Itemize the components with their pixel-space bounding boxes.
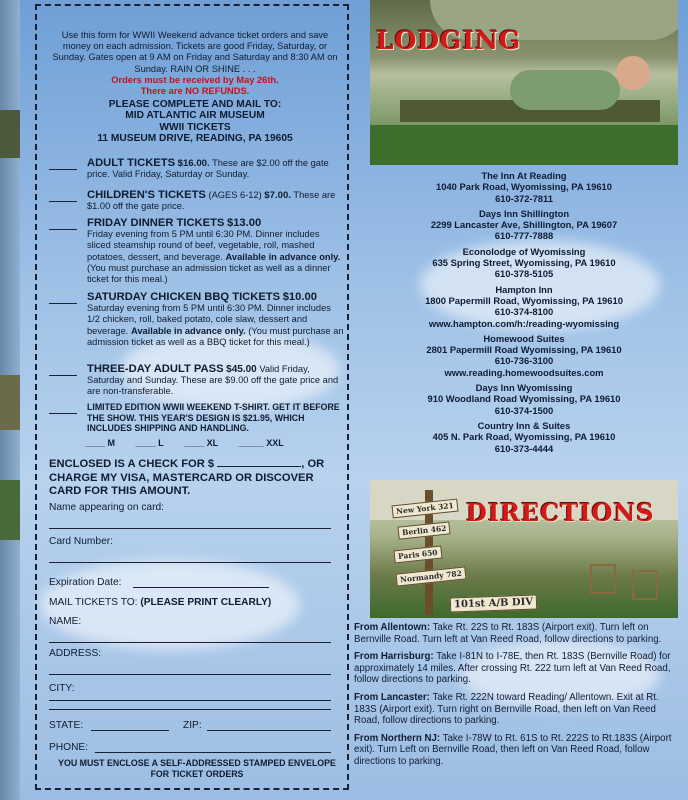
check-amount-blank[interactable] [217,466,301,467]
route-entry: From Allentown: Take Rt. 22S to Rt. 183S (Airport exit). Turn left on Bernville Road. Turn left at Van Reed Road, follow directions to parking. [354,622,662,645]
signpost-sign: 101st A/B DIV [450,594,538,612]
directions-photo [370,480,678,618]
hotel-entry: Days Inn Shillington 2299 Lancaster Ave, Shillington, PA 19607 610-777-7888 [430,207,618,242]
payment-statement: ENCLOSED IS A CHECK FOR $ , OR CHARGE MY VISA, MASTERCARD OR DISCOVER CARD FOR THIS AMOUNT. [49,458,325,497]
signpost-sign: Berlin 462 [397,521,451,539]
name-on-card-field[interactable]: Name appearing on card: [49,502,345,513]
size-option-xxl[interactable]: _____ XXL [238,438,284,448]
hotel-entry: Days Inn Wyomissing 910 Woodland Road Wyomissing, PA 19610 610-374-1500 [427,382,621,416]
hotel-website-link[interactable]: www.hampton.com/h:/reading-wyomissing [428,317,620,329]
lodging-title: LODGING [376,26,522,55]
phone-field[interactable]: PHONE: [49,742,345,753]
size-option-l[interactable]: ____ L [135,438,164,448]
expiration-date-field[interactable]: Expiration Date: [49,577,345,588]
hotel-entry: Econolodge of Wyomissing 635 Spring Street, Wyomissing, PA 19610 610-378-5105 [432,245,616,280]
form-intro [49,30,341,144]
tshirt-sizes [85,438,302,449]
order-deadline: Orders must be received by May 26th. [111,74,279,85]
intro-text: Use this form for WWII Weekend advance ticket orders and save money on each admission. Tickets are good Friday, Saturday, or Sunday. Gates open at 9 AM on Friday and Saturday and 8:30 AM on Sunday. RAIN OR SHINE . . . [52,30,338,74]
sase-notice: YOU MUST ENCLOSE A SELF-ADDRESSED STAMPED ENVELOPE FOR TICKET ORDERS [58,758,336,779]
quantity-blank[interactable] [49,201,77,202]
card-number-field[interactable]: Card Number: [49,536,345,547]
directions-title: DIRECTIONS [466,498,655,527]
lodging-photo [370,0,678,165]
name-field[interactable]: NAME: [49,616,345,627]
hotel-entry: Hampton Inn 1800 Papermill Road, Wyomissing, PA 19610 610-374-8100 www.hampton.com/h:/reading-wyomissing [370,284,678,329]
address-line: MID ATLANTIC AIR MUSEUM [125,110,265,122]
address-field[interactable]: ADDRESS: [49,648,345,659]
ticket-order-form: Use this form for WWII Weekend advance ticket orders and save money on each admission. Tickets are good Friday, Saturday, or Sunday. Gates open at 9 AM on Friday and Saturday and 8:30 AM on Sunday. RAIN OR SHINE . . . Orders must be received by May 26th. There are NO REFUNDS. PLEASE COMPLETE AND MAIL TO: MID ATLANTIC AIR MUSEUM WWII TICKETS 11 MUSEUM DRIVE, READING, PA 19605 ADULT TICKETS $16.00. These are $2.00 off the gate price. Valid Friday, Saturday or Sunday. CHILDREN'S TICKETS (AGES 6-12) $7.00. These are $1.00 off the gate price. FRIDAY DINNER TICKETS $13.00 Friday evening from 5 PM until 6:30 PM. Dinner includes sliced steamship round of beef, vegetable, roll, mashed potatoes, dessert, and beverage. Available in advance only. (You must purchase an admission ticket as well as a dinner ticket for this meal.) SATURDAY CHICKEN BBQ TICKETS $10.00 Saturday evening from 5 PM until 6:30 PM. Dinner includes 1/2 chicken, roll, baked potato, cole slaw, dessert and beverage. Available in advance only. (You must purchase an admission ticket as well as a BBQ ticket for this meal.) THREE-DAY ADULT PASS $45.00 Valid Friday, Saturday and Sunday. These are $9.00 off the gate price and are non-transferable. LIMITED EDITION WWII WEEKEND T-SHIRT. GET IT BEFORE THE SHOW. THIS YEAR'S DESIGN IS $21.95, WHICH INCLUDES SHIPPING AND HANDLING. ____ M ____ L ____ XL _____ XXL ENCLOSED IS A CHECK FOR $ , OR CHARGE MY VISA, MASTERCARD OR DISCOVER CARD FOR THIS AMOUNT. Name appearing on card: Card Number: Expiration Date: MAIL TICKETS TO: (PLEASE PRINT CLEARLY) NAME: ADDRESS: CITY: STATE: ZIP: PHONE: YOU MUST ENCLOSE A SELF-ADDRESSED STAMPED ENVELOPE FOR TICKET ORDERS [35,4,349,790]
directions-list [354,622,678,774]
state-zip-field[interactable]: STATE: ZIP: [49,720,345,731]
route-entry: From Lancaster: Take Rt. 222N toward Reading/ Allentown. Exit at Rt. 183S (Airport exit). Turn right on Bernville Road, then left on Van Reed Road, follow directions to parking. [354,691,659,727]
hotel-entry: Homewood Suites 2801 Papermill Road Wyomissing, PA 19610 610-736-3100 www.reading.homewoodsuites.com [370,333,678,378]
hotel-entry: Country Inn & Suites 405 N. Park Road, Wyomissing, PA 19610 610-373-4444 [432,419,616,454]
address-line: WWII TICKETS [159,121,231,133]
signpost-sign: Paris 650 [393,546,442,564]
quantity-blank[interactable] [49,413,77,414]
no-refunds-notice: There are NO REFUNDS. [140,86,250,97]
hotel-entry: The Inn At Reading 1040 Park Road, Wyomissing, PA 19610 610-372-7811 [436,170,612,204]
lodging-list [370,170,678,458]
address-line: 11 MUSEUM DRIVE, READING, PA 19605 [97,132,293,144]
quantity-blank[interactable] [49,229,77,230]
signpost-sign: Normandy 782 [396,566,467,586]
mail-heading: PLEASE COMPLETE AND MAIL TO: [108,99,282,111]
size-option-xl[interactable]: ____ XL [184,438,219,448]
signpost-sign: New York 321 [392,499,459,519]
route-entry: From Harrisburg: Take I-81N to I-78E, then Rt. 183S (Bernville Road) for approximately 14 miles. After crossing Rt. 222 turn left at Van Reed Road, follow directions to parking. [354,651,671,686]
quantity-blank[interactable] [49,303,77,304]
mail-tickets-heading: MAIL TICKETS TO: (PLEASE PRINT CLEARLY) [49,597,272,608]
route-entry: From Northern NJ: Take I-78W to Rt. 61S to Rt. 222S to Rt.183S (Airport exit). Turn Left on Bernville Road, then left on Van Reed Road, follow directions to parking. [354,732,672,767]
left-page-edge [0,0,20,800]
size-option-m[interactable]: ____ M [85,438,116,448]
hotel-website-link[interactable]: www.reading.homewoodsuites.com [444,366,604,378]
quantity-blank[interactable] [49,375,77,376]
city-field[interactable]: CITY: [49,683,345,694]
quantity-blank[interactable] [49,169,77,170]
